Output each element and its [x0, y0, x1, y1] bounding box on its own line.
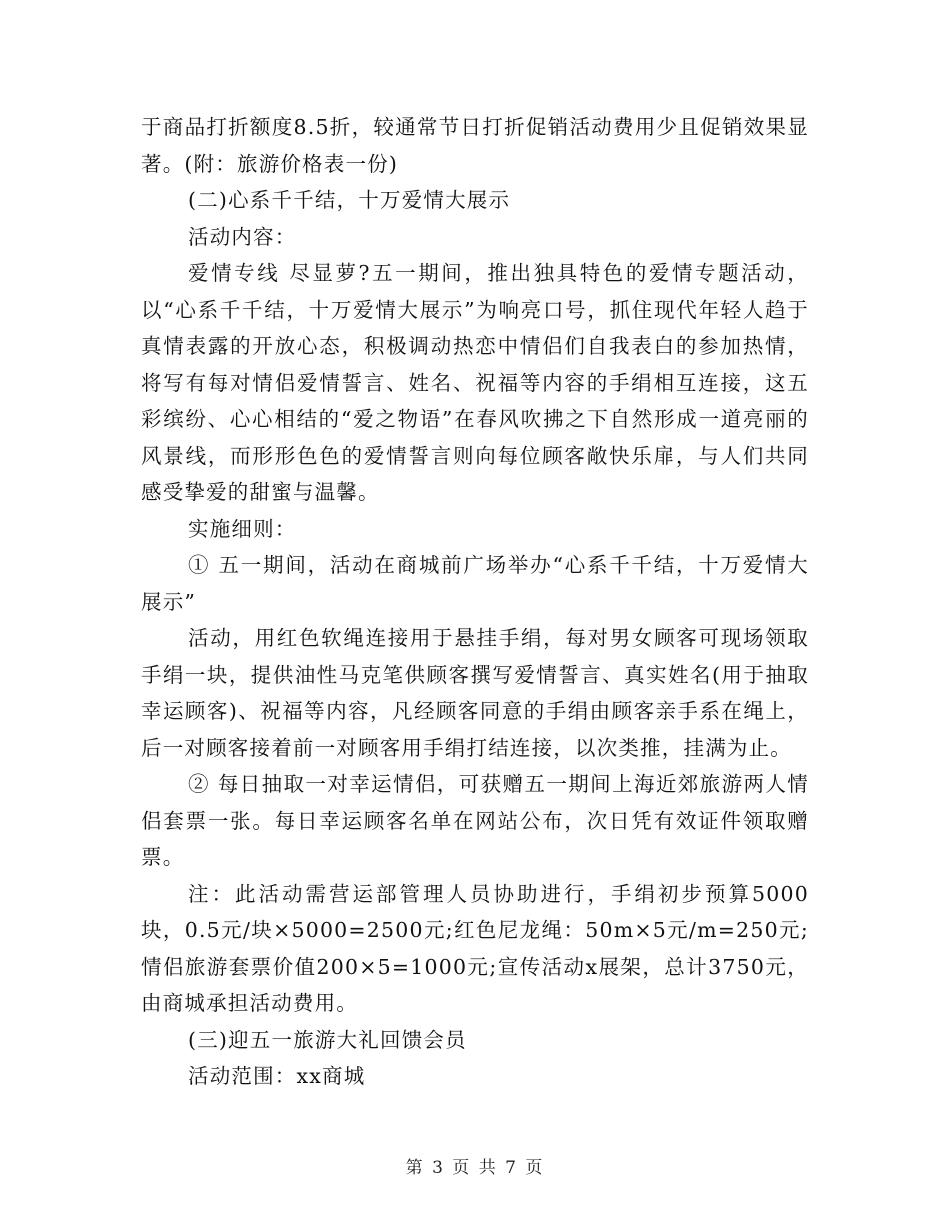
paragraph: 于商品打折额度8.5折，较通常节日打折促销活动费用少且促销效果显著。(附：旅游价格表一份) [141, 115, 809, 176]
document-body [141, 109, 809, 1095]
list-item: ② 每日抽取一对幸运情侣，可获赠五一期间上海近郊旅游两人情侣套票一张。每日幸运顾客名单在网站公布，次日凭有效证件领取赠票。 [141, 772, 809, 869]
page-number-footer: 第 3 页 共 7 页 [405, 1158, 545, 1178]
paragraph: 活动范围：xx商城 [188, 1064, 366, 1088]
paragraph: 活动，用红色软绳连接用于悬挂手绢，每对男女顾客可现场领取手绢一块，提供油性马克笔供顾客撰写爱情誓言、真实姓名(用于抽取幸运顾客)、祝福等内容，凡经顾客同意的手绢由顾客亲手系在绳上，后一对顾客接着前一对顾客用手绢打结连接，以次类推，挂满为止。 [141, 626, 809, 760]
paragraph: 爱情专线 尽显萝?五一期间，推出独具特色的爱情专题活动，以“心系千千结，十万爱情大展示”为响亮口号，抓住现代年轻人趋于真情表露的开放心态，积极调动热恋中情侣们自我表白的参加热情，将写有每对情侣爱情誓言、姓名、祝福等内容的手绢相互连接，这五彩缤纷、心心相结的“爱之物语”在春风吹拂之下自然形成一道亮丽的风景线，而形形色色的爱情誓言则向每位顾客敞快乐扉，与人们共同感受挚爱的甜蜜与温馨。 [141, 261, 809, 504]
section-heading: (二)心系千千结，十万爱情大展示 [188, 188, 511, 212]
list-item: ① 五一期间，活动在商城前广场举办“心系千千结，十万爱情大展示” [141, 553, 809, 614]
subheading-activity-content: 活动内容： [188, 224, 297, 249]
subheading-implementation-rules: 实施细则： [188, 516, 297, 541]
section-heading: (三)迎五一旅游大礼回馈会员 [188, 1027, 467, 1052]
note-paragraph: 注：此活动需营运部管理人员协助进行，手绢初步预算5000块，0.5元/块×5000=2500元;红色尼龙绳：50m×5元/m=250元;情侣旅游套票价值200×5=1000元;宣传活动x展架，总计3750元，由商城承担活动费用。 [141, 881, 809, 1015]
